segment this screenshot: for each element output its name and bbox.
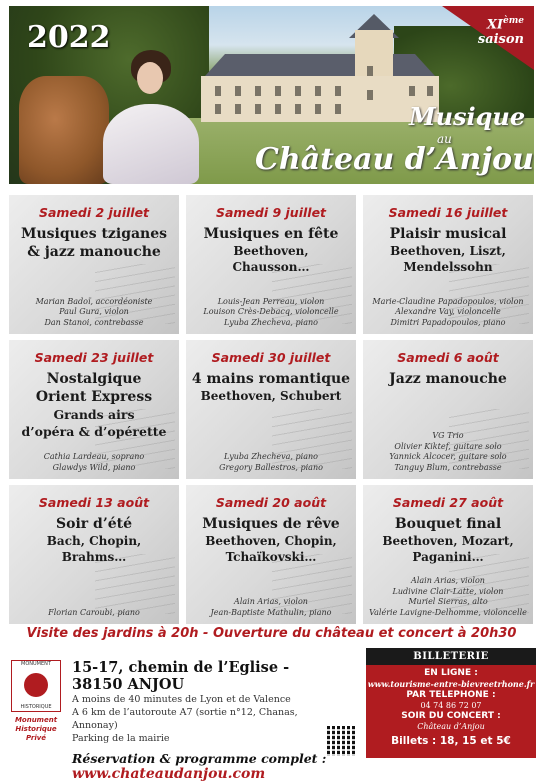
concert-title: Bouquet final xyxy=(394,516,502,532)
concert-composers: d’opéra & d’opérette xyxy=(21,424,167,439)
concert-artists xyxy=(9,452,179,473)
artist-line: Louison Crès-Debacq, violoncelle xyxy=(203,307,339,316)
concert-card xyxy=(9,340,179,479)
concert-composers: Tchaïkovski… xyxy=(225,550,317,564)
concert-title: Musiques de rêve xyxy=(202,516,340,532)
billetterie-box xyxy=(366,648,536,758)
artist-line: Lyuba Zhecheva, piano xyxy=(224,452,318,461)
logo-box xyxy=(11,660,61,712)
address-line: A moins de 40 minutes de Lyon et de Valence xyxy=(72,694,291,705)
artist-line: Yannick Alcocer, guitare solo xyxy=(389,452,507,461)
concert-card xyxy=(9,195,179,334)
season-sup: ème xyxy=(503,16,524,26)
logo-caption-line: Historique xyxy=(15,725,57,733)
castle-image xyxy=(195,46,445,122)
artist-line: Alain Arias, violon xyxy=(234,597,308,606)
concert-title-block xyxy=(186,515,356,565)
title-chateau: Château d’Anjou xyxy=(255,142,534,177)
artist-line: Alexandre Vay, violoncelle xyxy=(395,307,501,316)
concert-composers: Paganini… xyxy=(412,550,484,564)
concert-artists xyxy=(9,297,179,329)
concert-title: Nostalgique xyxy=(46,371,142,387)
concert-composers: Beethoven, Chopin, xyxy=(205,534,337,548)
address-block xyxy=(72,659,342,782)
artist-line: Glawdys Wild, piano xyxy=(52,462,136,472)
address-main: 15-17, chemin de l’Eglise - 38150 ANJOU xyxy=(72,659,290,693)
website-link[interactable]: www.chateaudanjou.com xyxy=(72,766,266,782)
concert-composers: Beethoven, Liszt, xyxy=(390,244,506,258)
concert-title: Musiques tziganes xyxy=(20,226,168,242)
artist-line: Florian Caroubi, piano xyxy=(48,607,140,617)
concert-card xyxy=(363,485,533,624)
artist-line: Valérie Lavigne-Delhomme, violoncelle xyxy=(369,607,527,617)
concert-title-block xyxy=(363,370,533,388)
logo-caption-line: Privé xyxy=(25,734,47,742)
concert-composers: Beethoven, Schubert xyxy=(200,389,342,403)
concert-date: Samedi 30 juillet xyxy=(211,350,331,365)
ticket-prices: Billets : 18, 15 et 5€ xyxy=(391,735,511,747)
concert-night-place: Château d’Anjou xyxy=(417,722,485,731)
phone-number: 04 74 86 72 07 xyxy=(420,701,482,710)
concert-title: 4 mains romantique xyxy=(191,371,351,387)
artist-line: Ludivine Clair-Latte, violon xyxy=(392,586,504,596)
artist-line: Dimitri Papadopoulos, piano xyxy=(390,317,506,327)
concert-title: Plaisir musical xyxy=(389,226,507,242)
concert-title: Jazz manouche xyxy=(389,371,507,387)
concert-title-block xyxy=(363,515,533,565)
concert-date: Samedi 2 juillet xyxy=(38,205,150,220)
concert-title-block xyxy=(9,370,179,440)
concert-artists xyxy=(186,597,356,618)
concert-composers: Chausson… xyxy=(232,260,310,274)
billetterie-heading: BILLETERIE xyxy=(366,648,536,665)
artist-line: Gregory Ballestros, piano xyxy=(219,462,323,472)
concert-date: Samedi 13 août xyxy=(38,495,150,510)
monument-historique-logo xyxy=(11,660,61,742)
title-au: au xyxy=(437,132,452,146)
concert-card xyxy=(186,340,356,479)
concert-artists xyxy=(363,576,533,618)
online-label: EN LIGNE : xyxy=(424,668,478,678)
concert-card xyxy=(363,340,533,479)
phone-label: PAR TELEPHONE : xyxy=(406,690,496,700)
concert-title-block xyxy=(9,515,179,565)
artist-line: VG Trio xyxy=(432,431,464,440)
artist-line: Cathia Lardeau, soprano xyxy=(43,452,145,461)
logo-caption xyxy=(11,716,61,743)
concert-date: Samedi 27 août xyxy=(392,495,504,510)
concert-artists xyxy=(363,431,533,473)
concert-composers: Beethoven, Mozart, xyxy=(382,534,514,548)
address-line: A 6 km de l’autoroute A7 (sortie n°12, Chanas, Annonay) xyxy=(72,707,298,731)
logo-caption-line: Monument xyxy=(14,716,58,724)
concert-date: Samedi 20 août xyxy=(215,495,327,510)
visit-info: Visite des jardins à 20h - Ouverture du château et concert à 20h30 xyxy=(26,626,517,641)
artist-line: Louis-Jean Perreau, violon xyxy=(217,296,325,306)
concert-title: Orient Express xyxy=(35,389,153,405)
artist-line: Paul Gura, violon xyxy=(59,307,129,316)
artist-line: Marian Badoï, accordéoniste xyxy=(35,296,153,306)
qr-code-pattern xyxy=(327,726,357,756)
artist-line: Alain Arias, violon xyxy=(411,576,485,585)
artist-line: Jean-Baptiste Mathulin, piano xyxy=(210,607,332,617)
concert-night-label: SOIR DU CONCERT : xyxy=(401,711,501,721)
artist-line: Olivier Kiktef, guitare solo xyxy=(394,441,502,451)
concert-date: Samedi 23 juillet xyxy=(34,350,154,365)
concert-title-block xyxy=(186,225,356,275)
concert-artists xyxy=(186,297,356,329)
year-label: 2022 xyxy=(27,20,111,55)
concert-title: Soir d’été xyxy=(56,516,132,532)
concert-title: & jazz manouche xyxy=(27,244,161,260)
concert-card xyxy=(186,195,356,334)
reservation-label: Réservation & programme complet : xyxy=(72,751,327,766)
logo-bottom-text: HISTORIQUE xyxy=(20,704,52,710)
concert-composers: Brahms… xyxy=(61,550,127,564)
concert-composers: Bach, Chopin, xyxy=(46,534,142,548)
concert-date: Samedi 16 juillet xyxy=(388,205,508,220)
concert-composers: Grands airs xyxy=(53,407,135,422)
concert-card xyxy=(363,195,533,334)
flower-urn-image xyxy=(19,76,109,184)
concert-artists xyxy=(363,297,533,329)
concert-title: Musiques en fête xyxy=(203,226,339,242)
concert-artists xyxy=(186,452,356,473)
season-word: saison xyxy=(477,32,524,48)
concert-composers: Mendelssohn xyxy=(403,260,493,274)
artist-line: Dan Stanoi, contrebasse xyxy=(44,317,144,327)
concert-date: Samedi 9 juillet xyxy=(215,205,327,220)
concert-date: Samedi 6 août xyxy=(397,350,499,365)
title-musique: Musique xyxy=(409,102,526,131)
logo-emblem-icon xyxy=(24,673,48,697)
online-url[interactable]: www.tourisme-entre-bievreetrhone.fr xyxy=(367,679,535,689)
season-number: XI xyxy=(486,17,504,33)
concert-artists xyxy=(9,608,179,619)
concert-composers: Beethoven, xyxy=(233,244,309,258)
address-line: Parking de la mairie xyxy=(72,733,170,744)
concert-card xyxy=(9,485,179,624)
portrait-lady-image xyxy=(103,42,199,184)
artist-line: Marie-Claudine Papadopoulos, violon xyxy=(372,296,524,306)
artist-line: Tanguy Blum, contrebasse xyxy=(394,462,502,472)
concert-title-block xyxy=(186,370,356,404)
artist-line: Muriel Sierras, alto xyxy=(408,597,488,606)
concert-title-block xyxy=(363,225,533,275)
concert-card xyxy=(186,485,356,624)
banner-photo xyxy=(9,6,534,184)
season-label xyxy=(478,14,524,47)
logo-top-text: MONUMENT xyxy=(21,661,51,667)
concert-title-block xyxy=(9,225,179,261)
artist-line: Lyuba Zhecheva, piano xyxy=(224,317,318,327)
